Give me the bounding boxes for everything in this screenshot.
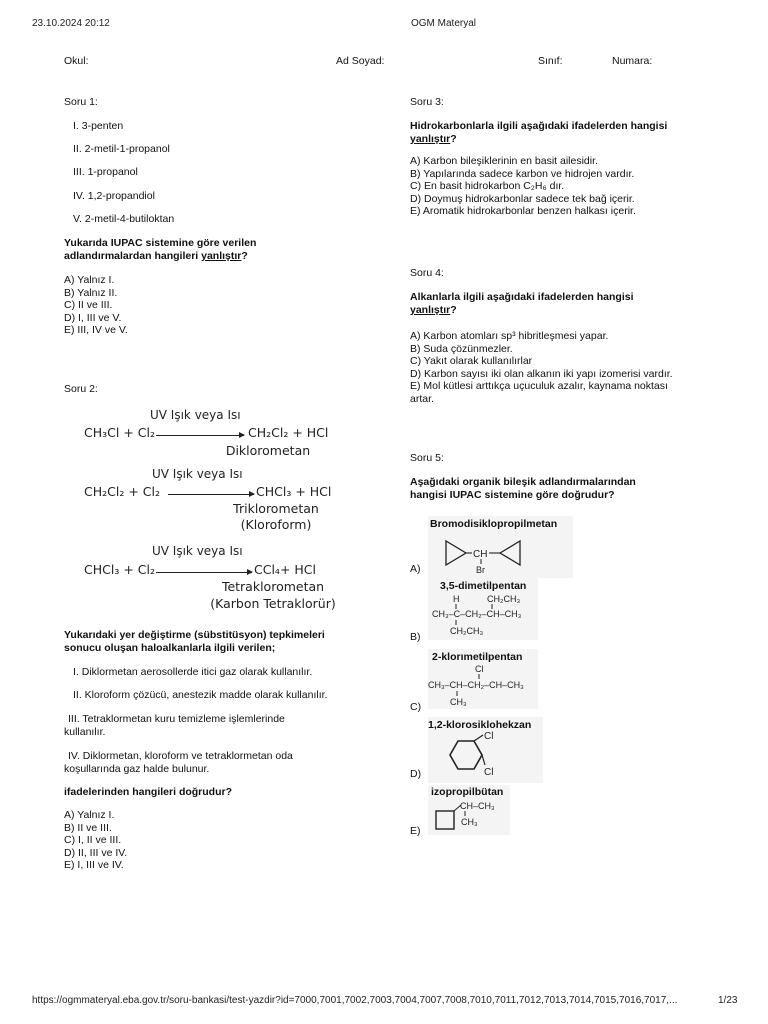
page-number: 1/23 [718, 995, 738, 1006]
q1-item: II. 2-metil-1-propanol [73, 143, 170, 155]
q1-option-c[interactable]: C) II ve III. [64, 299, 113, 311]
q4-option-e-cont: artar. [410, 392, 434, 405]
q2-statement: IV. Diklormetan, kloroform ve tetraklormetan oda [68, 750, 293, 762]
q4-option-b[interactable]: B) Suda çözünmezler. [410, 342, 513, 355]
q2-statement: I. Diklormetan aerosollerde itici gaz olarak kullanılır. [73, 666, 313, 678]
q3-option-e[interactable]: E) Aromatik hidrokarbonlar benzen halkası içerir. [410, 205, 636, 217]
q1-qmark: ? [241, 250, 248, 262]
q5-option-a-image[interactable] [428, 516, 573, 578]
q4-title: Soru 4: [410, 267, 444, 279]
q2-options [64, 809, 127, 872]
svg-text:CH₂CH₃: CH₂CH₃ [487, 594, 521, 604]
reaction-reactants: CH₂Cl₂ + Cl₂ [84, 484, 160, 499]
q2-question [64, 629, 325, 655]
reaction-products: CHCl₃ + HCl [256, 484, 332, 499]
structure-e-icon [428, 799, 510, 835]
numara-label: Numara: [612, 55, 653, 67]
q2-question-line1: Yukarıdaki yer değiştirme (sübstitüsyon) tepkimeleri [64, 629, 325, 641]
q2-statement: III. Tetraklormetan kuru temizleme işlemlerinde [68, 713, 285, 725]
q3-option-c[interactable]: C) En basit hidrokarbon C₂H₆ dır. [410, 180, 565, 192]
q5-option-b-letter[interactable]: B) [410, 631, 421, 643]
product-name: Triklorometan [233, 501, 319, 516]
q1-title: Soru 1: [64, 96, 98, 108]
reaction-condition: UV Işık veya Isı [152, 544, 243, 558]
q5-title: Soru 5: [410, 452, 444, 464]
q3-option-a[interactable]: A) Karbon bileşiklerinin en basit ailesidir. [410, 155, 598, 167]
q3-option-b[interactable]: B) Yapılarında sadece karbon ve hidrojen vardır. [410, 167, 635, 180]
q3-title: Soru 3: [410, 96, 444, 108]
svg-text:CH–CH₃: CH–CH₃ [460, 801, 495, 811]
q2-option-a[interactable]: A) Yalnız I. [64, 809, 115, 821]
compound-name: 2-klorımetilpentan [432, 651, 523, 663]
reaction-arrow [156, 572, 252, 573]
svg-text:CH₃: CH₃ [450, 697, 467, 707]
reaction-reactants: CHCl₃ + Cl₂ [84, 562, 155, 577]
reaction-3 [84, 542, 354, 612]
q1-question-line2: adlandırmalardan hangileri [64, 250, 202, 262]
reaction-condition: UV Işık veya Isı [150, 408, 241, 422]
q5-option-c-image[interactable] [428, 649, 538, 709]
q4-question-line1: Alkanlarla ilgili aşağıdaki ifadelerden hangisi [410, 291, 634, 303]
q5-question-line2: hangisi IUPAC sistemine göre doğrudur? [410, 489, 615, 501]
q4-question [410, 291, 634, 317]
footer-url[interactable]: https://ogmmateryal.eba.gov.tr/soru-bankasi/test-yazdir?id=7000,7001,7002,7003,7004,7007,7008,7010,7011,7012,7013,7014,7015,7016,7017,... [32, 995, 678, 1006]
q1-option-a[interactable]: A) Yalnız I. [64, 274, 115, 286]
product-name: Tetraklorometan [221, 579, 325, 594]
structure-d-icon [428, 731, 543, 783]
q5-question-line1: Aşağıdaki organik bileşik adlandırmalarından [410, 476, 636, 488]
q1-item: I. 3-penten [73, 120, 124, 132]
q5-option-d-image[interactable] [428, 717, 543, 783]
q3-option-d[interactable]: D) Doymuş hidrokarbonlar sadece tek bağ içerir. [410, 192, 635, 205]
site-title: OGM Materyal [411, 18, 477, 29]
print-datetime: 23.10.2024 20:12 [32, 18, 110, 29]
q1-item: V. 2-metil-4-butiloktan [73, 213, 175, 225]
q2-statement: II. Kloroform çözücü, anestezik madde olarak kullanılır. [73, 689, 328, 701]
q2-option-e[interactable]: E) I, III ve IV. [64, 859, 124, 871]
reaction-1 [84, 406, 344, 462]
q2-option-c[interactable]: C) I, II ve III. [64, 834, 122, 846]
product-alt-name: (Karbon Tetraklorür) [210, 596, 336, 611]
q2-statement-cont: koşullarında gaz halde bulunur. [64, 763, 210, 775]
svg-text:CH: CH [473, 549, 488, 560]
q2-statement-cont: kullanılır. [64, 726, 106, 738]
reaction-reactants: CH₃Cl + Cl₂ [84, 425, 155, 440]
q1-question [64, 237, 256, 263]
svg-text:CH₃–CH–CH₂–CH–CH₃: CH₃–CH–CH₂–CH–CH₃ [428, 680, 524, 690]
q5-option-e-image[interactable] [428, 785, 510, 835]
reaction-arrow [156, 435, 244, 436]
q5-option-d-letter[interactable]: D) [410, 768, 422, 780]
q1-option-e[interactable]: E) III, IV ve V. [64, 324, 128, 336]
q4-option-c[interactable]: C) Yakıt olarak kullanılırlar [410, 355, 533, 367]
q1-item: III. 1-propanol [73, 166, 138, 178]
q4-options [410, 330, 673, 405]
q1-underlined-word: yanlıştır [201, 250, 242, 262]
q2-question-line2: sonucu oluşan haloalkanlarla ilgili verilen; [64, 642, 276, 654]
q3-question-line1: Hidrokarbonlarla ilgili aşağıdaki ifadelerden hangisi [410, 120, 668, 132]
ad-soyad-label: Ad Soyad: [336, 55, 385, 67]
svg-text:Cl: Cl [484, 731, 494, 742]
svg-text:CH₂CH₃: CH₂CH₃ [450, 626, 484, 636]
svg-text:Br: Br [476, 565, 485, 575]
q5-question [410, 476, 636, 502]
q1-item: IV. 1,2-propandiol [73, 190, 155, 202]
q1-option-d[interactable]: D) I, III ve V. [64, 311, 122, 324]
q2-title: Soru 2: [64, 383, 98, 395]
q3-underlined-word: yanlıştır [410, 133, 451, 145]
q1-question-line1: Yukarıda IUPAC sistemine göre verilen [64, 237, 257, 249]
q5-option-e-letter[interactable]: E) [410, 825, 421, 837]
compound-name: izopropilbütan [431, 786, 504, 798]
compound-name: 1,2-klorosiklohekzan [428, 719, 532, 731]
q2-option-b[interactable]: B) II ve III. [64, 821, 112, 834]
q5-option-c-letter[interactable]: C) [410, 701, 422, 713]
product-name: Diklorometan [225, 443, 311, 458]
reaction-products: CCl₄+ HCl [254, 562, 316, 577]
svg-text:Cl: Cl [484, 767, 494, 778]
okul-label: Okul: [64, 55, 89, 67]
compound-name: Bromodisiklopropilmetan [430, 518, 558, 530]
q4-underlined-word: yanlıştır [410, 304, 451, 316]
svg-text:CH₃–C–CH₂–CH–CH₃: CH₃–C–CH₂–CH–CH₃ [432, 609, 522, 619]
structure-a-icon [428, 532, 573, 578]
q2-question-end: ifadelerinden hangileri doğrudur? [64, 786, 233, 798]
q3-options [410, 155, 636, 218]
structure-b-icon [428, 592, 538, 640]
sinif-label: Sınıf: [538, 55, 563, 67]
product-alt-name: (Kloroform) [240, 517, 312, 532]
q2-option-d[interactable]: D) II, III ve IV. [64, 846, 128, 859]
reaction-condition: UV Işık veya Isı [152, 467, 243, 481]
q4-option-d[interactable]: D) Karbon sayısı iki olan alkanın iki yapı izomerisi vardır. [410, 367, 673, 380]
q4-option-a[interactable]: A) Karbon atomları sp³ hibritleşmesi yapar. [410, 330, 609, 342]
reaction-products: CH₂Cl₂ + HCl [248, 425, 329, 440]
q4-qmark: ? [450, 304, 457, 316]
q3-question [410, 120, 667, 146]
structure-c-icon [428, 663, 538, 709]
q1-option-b[interactable]: B) Yalnız II. [64, 286, 118, 299]
compound-name: 3,5-dimetilpentan [440, 580, 527, 592]
svg-text:CH₃: CH₃ [461, 817, 478, 827]
svg-text:H: H [453, 594, 460, 604]
q4-option-e[interactable]: E) Mol kütlesi arttıkça uçuculuk azalır, kaynama noktası [410, 380, 668, 392]
q5-option-a-letter[interactable]: A) [410, 563, 421, 575]
q3-qmark: ? [450, 133, 457, 145]
reaction-2 [84, 465, 344, 535]
svg-text:Cl: Cl [475, 664, 484, 674]
q1-options [64, 274, 128, 337]
q5-option-b-image[interactable] [428, 578, 538, 640]
reaction-arrow [168, 494, 254, 495]
